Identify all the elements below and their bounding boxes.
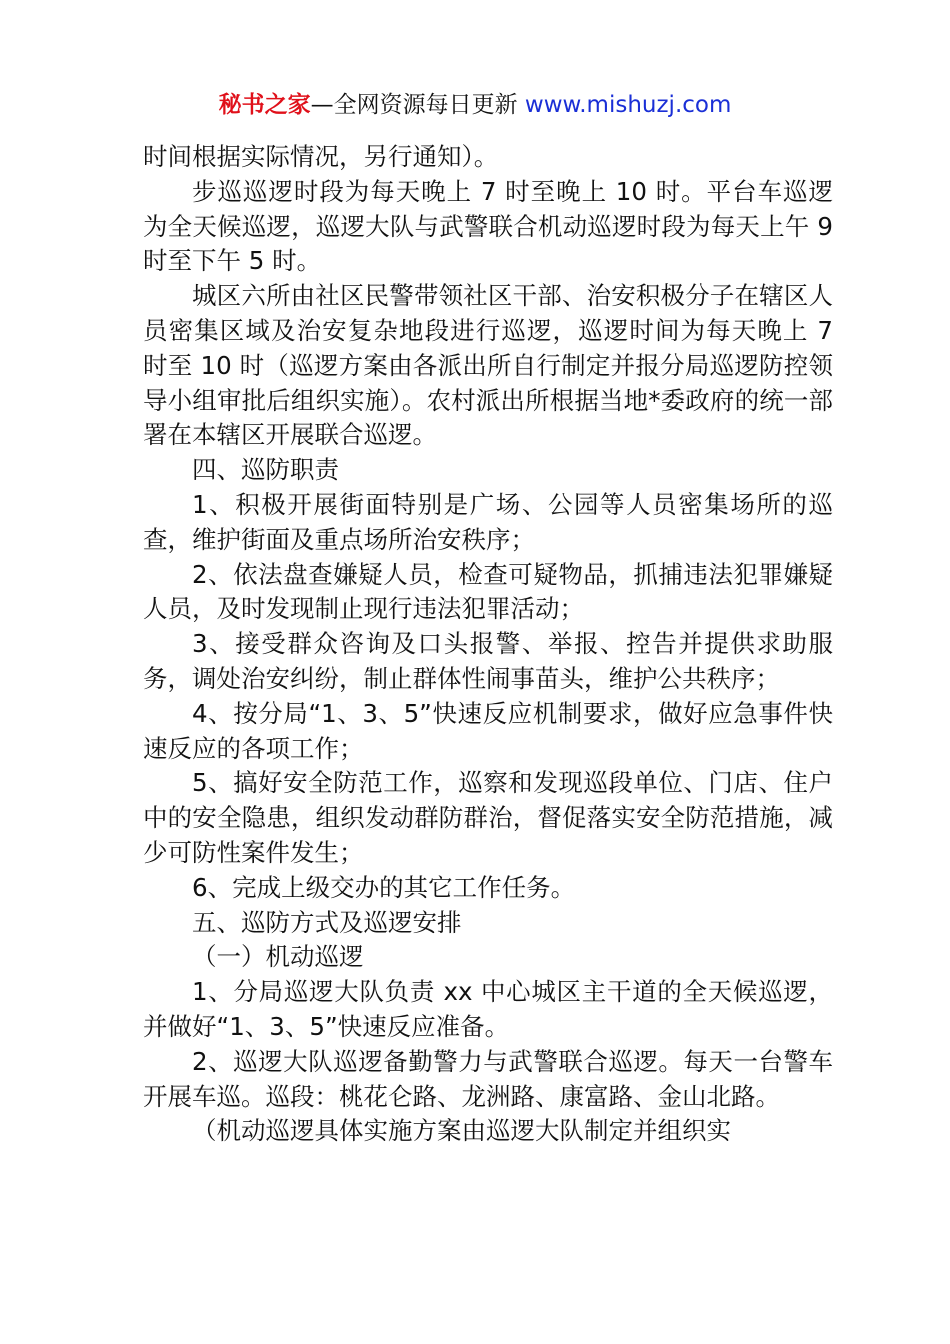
page-header [0,88,950,122]
brand-name: 秘书之家 [218,92,311,118]
list-item: 1、分局巡逻大队负责 xx 中心城区主干道的全天候巡逻，并做好“1、3、5”快速反应准备。 [143,977,833,1041]
section-heading: 五、巡防方式及巡逻安排 [192,907,462,937]
list-item: 1、积极开展街面特别是广场、公园等人员密集场所的巡查，维护街面及重点场所治安秩序； [143,489,833,554]
subsection-heading: （一）机动巡逻 [192,942,364,972]
list-item: 3、接受群众咨询及口头报警、举报、控告并提供求助服务，调处治安纠纷，制止群体性闹事苗头，维护公共秩序； [143,629,833,693]
list-item: 4、按分局“1、3、5”快速反应机制要求，做好应急事件快速反应的各项工作； [143,698,833,763]
paragraph: 城区六所由社区民警带领社区干部、治安积极分子在辖区人员密集区域及治安复杂地段进行巡逻，巡逻时间为每天晚上 7 时至 10 时（巡逻方案由各派出所自行制定并报分局巡逻防控领导小组审批后组织实施）。农村派出所根据当地*委政府的统一部署在本辖区开展联合巡逻。 [143,281,833,450]
document-body [143,140,833,1149]
list-item: 2、依法盘查嫌疑人员，检查可疑物品，抓捕违法犯罪嫌疑人员，及时发现制止现行违法犯罪活动； [143,559,833,624]
list-item: 2、巡逻大队巡逻备勤警力与武警联合巡逻。每天一台警车开展车巡。巡段：桃花仑路、龙洲路、康富路、金山北路。 [143,1046,833,1111]
header-tagline: —全网资源每日更新 [310,92,518,118]
list-item: 5、搞好安全防范工作，巡察和发现巡段单位、门店、住户中的安全隐患，组织发动群防群治，督促落实安全防范措施，减少可防性案件发生； [143,768,833,867]
list-item: 6、完成上级交办的其它工作任务。 [192,872,576,902]
paragraph: （机动巡逻具体实施方案由巡逻大队制定并组织实 [192,1116,731,1146]
paragraph-continuation: 时间根据实际情况，另行通知）。 [143,142,499,171]
section-heading: 四、巡防职责 [192,455,339,485]
site-url-link[interactable]: www.mishuzj.com [524,92,732,118]
paragraph: 步巡巡逻时段为每天晚上 7 时至晚上 10 时。平台车巡逻为全天候巡逻，巡逻大队与武警联合机动巡逻时段为每天上午 9 时至下午 5 时。 [143,176,833,276]
